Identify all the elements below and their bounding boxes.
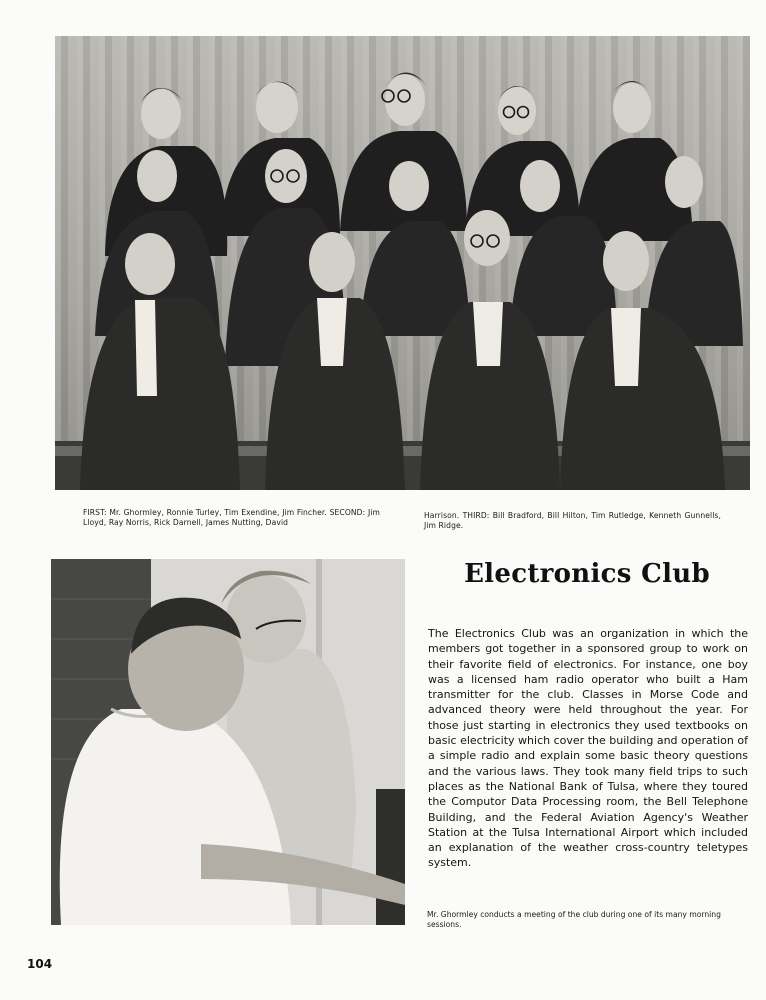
page-number: 104 bbox=[27, 957, 53, 971]
group-photo-figures bbox=[55, 36, 750, 490]
group-caption-right: Harrison. THIRD: Bill Bradford, Bill Hilton, Tim Rutledge, Kenneth Gunnells, Jim Ridge. bbox=[424, 511, 721, 530]
group-caption-left: FIRST: Mr. Ghormley, Ronnie Turley, Tim Exendine, Jim Fincher. SECOND: Jim Lloyd, Ray Norris, Rick Darnell, James Nutting, David bbox=[83, 508, 380, 527]
group-photo bbox=[55, 36, 750, 490]
meeting-photo-scene bbox=[51, 559, 405, 925]
club-title: Electronics Club bbox=[464, 559, 710, 589]
club-description: The Electronics Club was an organization in which the members got together in a sponsored group to work on their favorite field of electronics. For instance, one boy was a licensed ham radio operator who built a Ham transmitter for the club. Classes in Morse Code and advanced theory were held throughout the year. For those just starting in electronics they used textbooks on basic electricity which cover the building and operation of a simple radio and explain some basic theory questions and the various laws. They took many field trips to such places as the National Bank of Tulsa, where they toured the Computor Data Processing room, the Bell Telephone Building, and the Federal Aviation Agency's Weather Station at the Tulsa International Airport which included an explanation of the weather cross-country teletypes system. bbox=[428, 627, 748, 870]
meeting-photo bbox=[51, 559, 405, 925]
meeting-photo-caption: Mr. Ghormley conducts a meeting of the club during one of its many morning sessions. bbox=[427, 910, 721, 929]
